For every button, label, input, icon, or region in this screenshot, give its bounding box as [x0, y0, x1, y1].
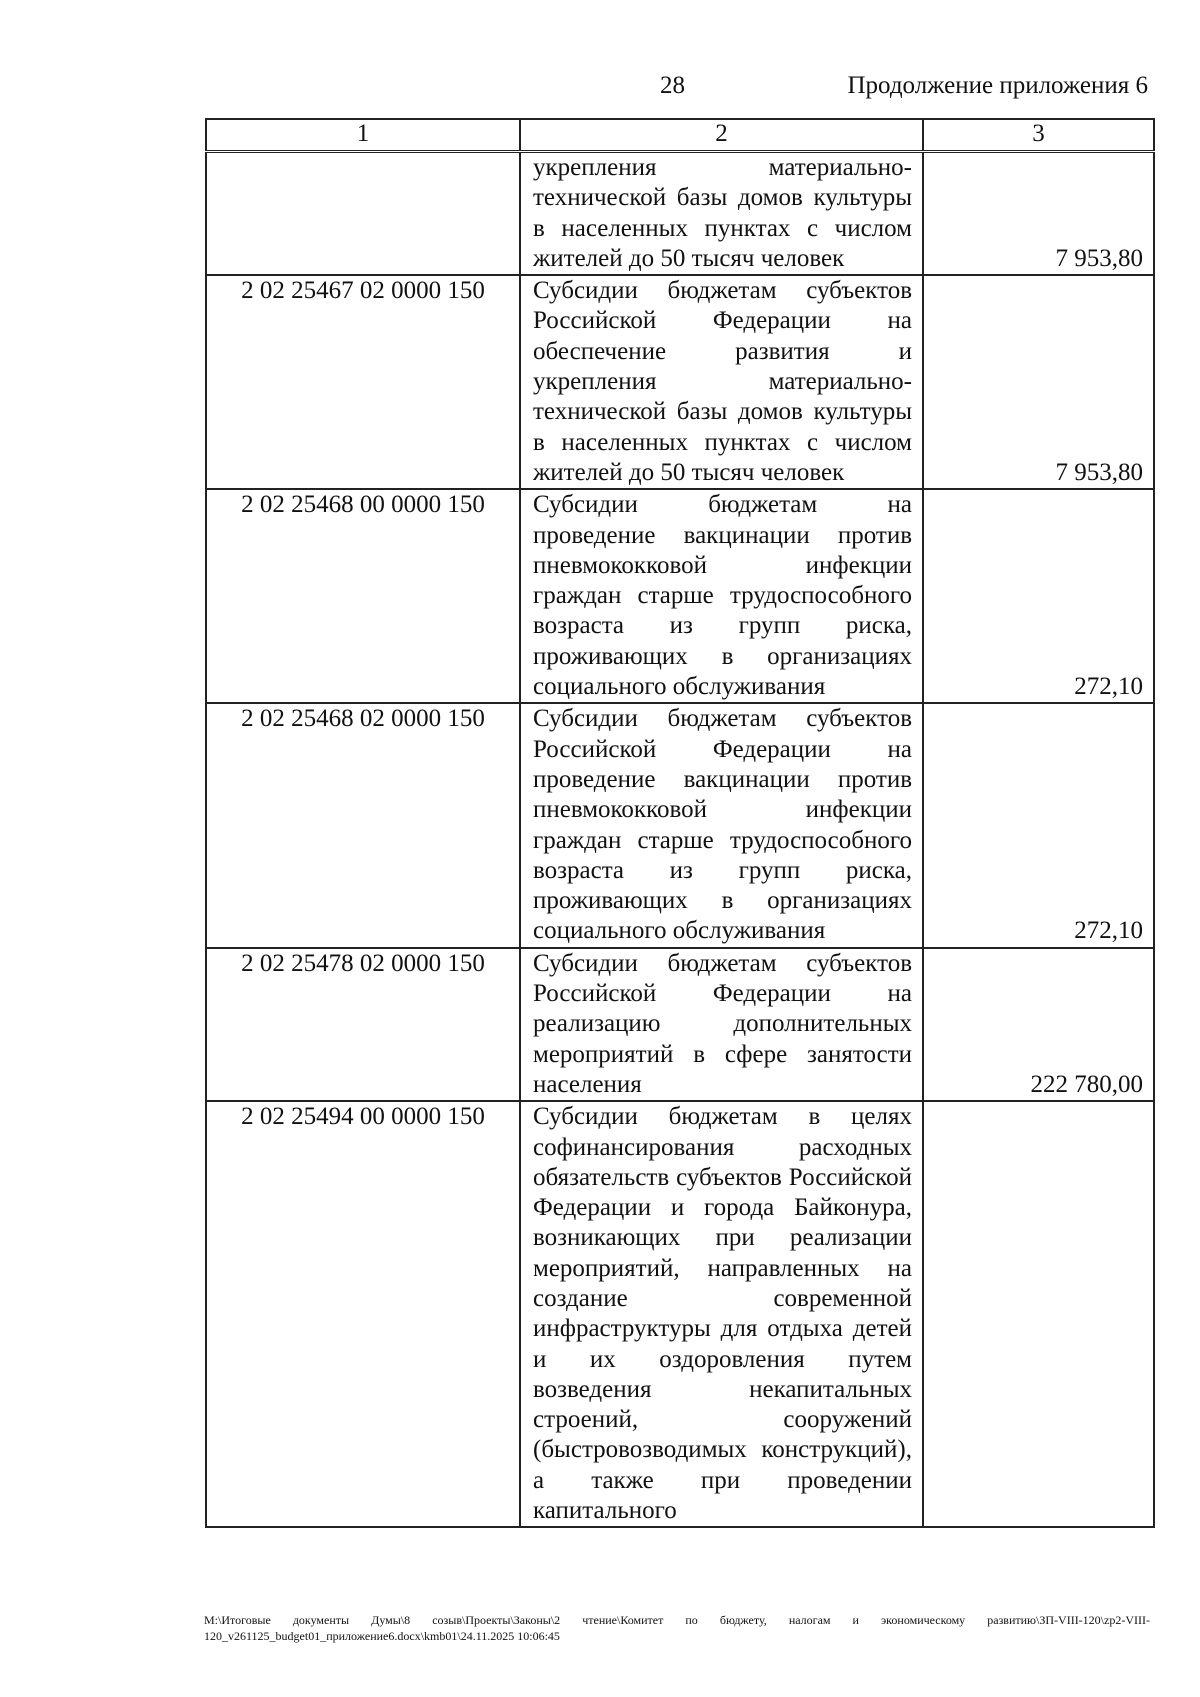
row-amount: 7 953,80: [1055, 458, 1143, 486]
page-number: 28: [660, 72, 685, 99]
row-description: Субсидии бюджетам субъектов Российской Федерации на реализацию дополнительных мероприятий в сфере занятости населения: [533, 949, 912, 1098]
table-header-row: [206, 119, 1154, 152]
row-description: Субсидии бюджетам на проведение вакцинации против пневмококковой инфекции граждан старше трудоспособного возраста из групп риска, проживающих в организациях социального обслуживания: [533, 491, 912, 701]
row-description: Субсидии бюджетам в целях софинансирования расходных обязательств субъектов Российской Федерации и города Байконура, возникающих при реализации мероприятий, направленных на создание современной инфраструктуры для отдыха детей и их оздоровления путем возведения некапитальных строений, сооружений (быстровозводимых конструкций), а также при проведении капитального: [533, 1103, 912, 1525]
budget-table: [205, 118, 1155, 1528]
table-row: [206, 703, 1154, 947]
row-code: 2 02 25468 00 0000 150: [241, 491, 485, 519]
row-description: Субсидии бюджетам субъектов Российской Федерации на проведение вакцинации против пневмококковой инфекции граждан старше трудоспособного возраста из групп риска, проживающих в организациях социального обслуживания: [533, 705, 912, 945]
table-row: [206, 152, 1154, 276]
row-code: 2 02 25467 02 0000 150: [241, 277, 485, 305]
table-row: [206, 489, 1154, 703]
table-row: [206, 948, 1154, 1101]
row-code: 2 02 25494 00 0000 150: [241, 1103, 485, 1131]
row-code: 2 02 25468 02 0000 150: [241, 705, 485, 733]
row-description: укрепления материально-технической базы домов культуры в населенных пунктах с числом жителей до 50 тысяч человек: [533, 154, 912, 272]
row-code: 2 02 25478 02 0000 150: [241, 949, 485, 977]
column-header-2: 2: [520, 119, 923, 152]
table-row: [206, 275, 1154, 489]
continuation-label: Продолжение приложения 6: [847, 72, 1148, 99]
table-row: [206, 1101, 1154, 1527]
file-path-footer: М:\Итоговые документы Думы\8 созыв\Проекты\Законы\2 чтение\Комитет по бюджету, налогам и экономическому развитию\ЗП-VIII-120\zp2-VIII-120_v261125_budget01_приложение6.docx\kmb01\24.11.2025 10:06:45: [204, 1613, 1150, 1643]
row-amount: 7 953,80: [1055, 244, 1143, 272]
row-amount: 222 780,00: [1030, 1070, 1143, 1098]
row-amount: 272,10: [1074, 673, 1143, 701]
row-amount: 272,10: [1074, 917, 1143, 945]
row-description: Субсидии бюджетам субъектов Российской Федерации на обеспечение развития и укрепления материально-технической базы домов культуры в населенных пунктах с числом жителей до 50 тысяч человек: [533, 277, 912, 486]
column-header-3: 3: [923, 119, 1154, 152]
column-header-1: 1: [206, 119, 520, 152]
